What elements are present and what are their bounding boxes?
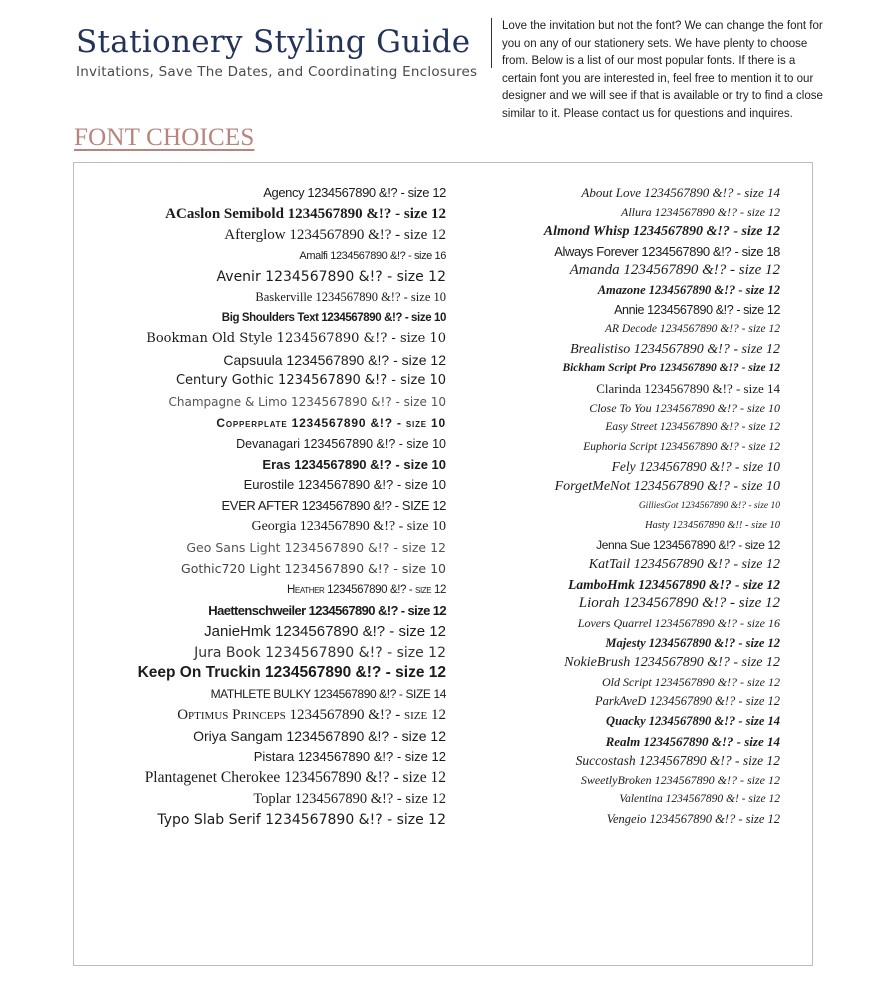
font-sample-plantagenet: Plantagenet Cherokee 1234567890 &!? - size 12 xyxy=(144,768,446,786)
font-sample-brealistiso: Brealistiso 1234567890 &!? - size 12 xyxy=(570,341,780,357)
font-sample-lambohmk: LamboHmk 1234567890 &!? - size 12 xyxy=(568,576,780,592)
font-sample-forgetmenot: ForgetMeNot 1234567890 &!? - size 10 xyxy=(554,478,780,494)
font-sample-jenna-sue: Jenna Sue 1234567890 &!? - size 12 xyxy=(596,537,780,552)
font-sample-easy-street: Easy Street 1234567890 &!? - size 12 xyxy=(605,421,780,434)
font-sample-amanda: Amanda 1234567890 &!? - size 12 xyxy=(569,262,780,279)
font-sample-optimus: Optimus Princeps 1234567890 &!? - size 12 xyxy=(177,707,446,724)
intro-paragraph: Love the invitation but not the font? We can change the font for you on any of our stationery sets. We have plenty to choose from. Below is a list of our most popular fonts. If there is a certain font you are interested in, feel free to mention it to our designer and we will see if that is available or try to find a close similar to it. Please contact us for questions and inquires. xyxy=(502,18,823,120)
font-sample-amazone: Amazone 1234567890 &!? - size 12 xyxy=(597,282,780,297)
font-sample-liorah: Liorah 1234567890 &!? - size 12 xyxy=(578,595,780,612)
font-sample-almond-whisp: Almond Whisp 1234567890 &!? - size 12 xyxy=(543,224,780,240)
font-sample-eurostile: Eurostile 1234567890 &!? - size 10 xyxy=(243,477,446,493)
font-sample-baskerville: Baskerville 1234567890 &!? - size 10 xyxy=(255,290,446,305)
font-sample-amalfi: Amalfi 1234567890 &!? - size 16 xyxy=(299,249,446,262)
font-sample-capsuula: Capsuula 1234567890 &!? - size 12 xyxy=(223,352,446,369)
font-sample-afterglow: Afterglow 1234567890 &!? - size 12 xyxy=(224,226,446,243)
font-sample-nokiebrush: NokieBrush 1234567890 &!? - size 12 xyxy=(564,655,780,671)
font-sample-parkaved: ParkAveD 1234567890 &!? - size 12 xyxy=(594,694,780,709)
font-sample-oriya: Oriya Sangam 1234567890 &!? - size 12 xyxy=(193,728,446,745)
font-sample-allura: Allura 1234567890 &!? - size 12 xyxy=(621,204,780,219)
font-sample-about-love: About Love 1234567890 &!? - size 14 xyxy=(581,185,780,200)
font-sample-annie: Annie 1234567890 &!? - size 12 xyxy=(614,302,780,317)
font-sample-janiehmk: JanieHmk 1234567890 &!? - size 12 xyxy=(204,622,446,640)
font-sample-georgia: Georgia 1234567890 &!? - size 10 xyxy=(251,519,446,535)
font-sample-sweetly-broken: SweetlyBroken 1234567890 &!? - size 12 xyxy=(580,772,780,787)
font-list-left xyxy=(86,183,446,831)
font-sample-mathlete: MATHLETE BULKY 1234567890 &!? - SIZE 14 xyxy=(210,687,446,702)
font-sample-hasty: Hasty 1234567890 &!! - size 10 xyxy=(644,520,780,532)
font-sample-haettenschweiler: Haettenschweiler 1234567890 &!? - size 12 xyxy=(208,602,446,618)
font-sample-champagne: Champagne & Limo 1234567890 &!? - size 10 xyxy=(168,394,446,409)
section-title: FONT CHOICES xyxy=(74,124,255,151)
font-sample-century-gothic: Century Gothic 1234567890 &!? - size 10 xyxy=(175,373,446,389)
font-sample-jura-book: Jura Book 1234567890 &!? - size 12 xyxy=(194,644,446,661)
font-sample-big-shoulders: Big Shoulders Text 1234567890 &!? - size 10 xyxy=(221,312,446,325)
font-sample-majesty: Majesty 1234567890 &!? - size 12 xyxy=(605,635,780,650)
font-sample-keep-on-truckin: Keep On Truckin 1234567890 &!? - size 12 xyxy=(137,664,446,682)
page-title: Stationery Styling Guide xyxy=(76,24,471,60)
font-sample-gothic720: Gothic720 Light 1234567890 &!? - size 10 xyxy=(181,561,446,577)
font-sample-devanagari: Devanagari 1234567890 &!? - size 10 xyxy=(236,436,446,451)
font-sample-gilliesgot: GilliesGot 1234567890 &!? - size 10 xyxy=(638,500,780,511)
font-sample-close-to-you: Close To You 1234567890 &!? - size 10 xyxy=(589,400,780,415)
font-sample-vengeio: Vengeio 1234567890 &!? - size 12 xyxy=(606,812,780,826)
font-sample-copperplate: Copperplate 1234567890 &!? - size 10 xyxy=(216,415,446,430)
font-sample-ever-after: EVER AFTER 1234567890 &!? - SIZE 12 xyxy=(221,498,446,514)
font-sample-eras: Eras 1234567890 &!? - size 10 xyxy=(262,456,446,472)
font-sample-valentina: Valentina 1234567890 &! - size 12 xyxy=(619,793,780,806)
font-sample-geo-sans-light: Geo Sans Light 1234567890 &!? - size 12 xyxy=(186,540,446,556)
font-sample-always-forever: Always Forever 1234567890 &!? - size 18 xyxy=(554,243,780,259)
font-sample-lovers-quarrel: Lovers Quarrel 1234567890 &!? - size 16 xyxy=(577,616,780,631)
font-sample-heather: Heather 1234567890 &!? - size 12 xyxy=(287,583,446,596)
font-sample-clarinda: Clarinda 1234567890 &!? - size 14 xyxy=(596,380,780,396)
font-sample-kattail: KatTail 1234567890 &!? - size 12 xyxy=(588,557,780,573)
font-sample-typo-slab: Typo Slab Serif 1234567890 &!? - size 12 xyxy=(157,811,446,828)
font-list-right xyxy=(486,183,780,830)
font-sample-avenir: Avenir 1234567890 &!? - size 12 xyxy=(216,268,446,285)
font-sample-realm: Realm 1234567890 &!? - size 14 xyxy=(605,733,780,749)
font-sample-toplar: Toplar 1234567890 &!? - size 12 xyxy=(253,790,446,807)
font-sample-fely: Fely 1234567890 &!? - size 10 xyxy=(611,459,780,475)
font-sample-agency: Agency 1234567890 &!? - size 12 xyxy=(263,185,446,200)
font-sample-pistara: Pistara 1234567890 &!? - size 12 xyxy=(253,749,446,765)
font-sample-ar-decode: AR Decode 1234567890 &!? - size 12 xyxy=(604,323,780,336)
font-sample-quacky: Quacky 1234567890 &!? - size 14 xyxy=(606,714,780,729)
font-sample-bickham: Bickham Script Pro 1234567890 &!? - size 12 xyxy=(562,362,780,375)
font-sample-succostash: Succostash 1234567890 &!? - size 12 xyxy=(575,753,780,769)
vertical-divider xyxy=(491,18,492,68)
font-sample-acaslon: ACaslon Semibold 1234567890 &!? - size 12 xyxy=(165,205,446,222)
font-sample-euphoria: Euphoria Script 1234567890 &!? - size 12 xyxy=(583,440,780,453)
page-subtitle: Invitations, Save The Dates, and Coordinating Enclosures xyxy=(76,64,478,80)
font-sample-old-script: Old Script 1234567890 &!? - size 12 xyxy=(602,674,780,689)
font-sample-bookman: Bookman Old Style 1234567890 &!? - size 10 xyxy=(146,331,446,347)
